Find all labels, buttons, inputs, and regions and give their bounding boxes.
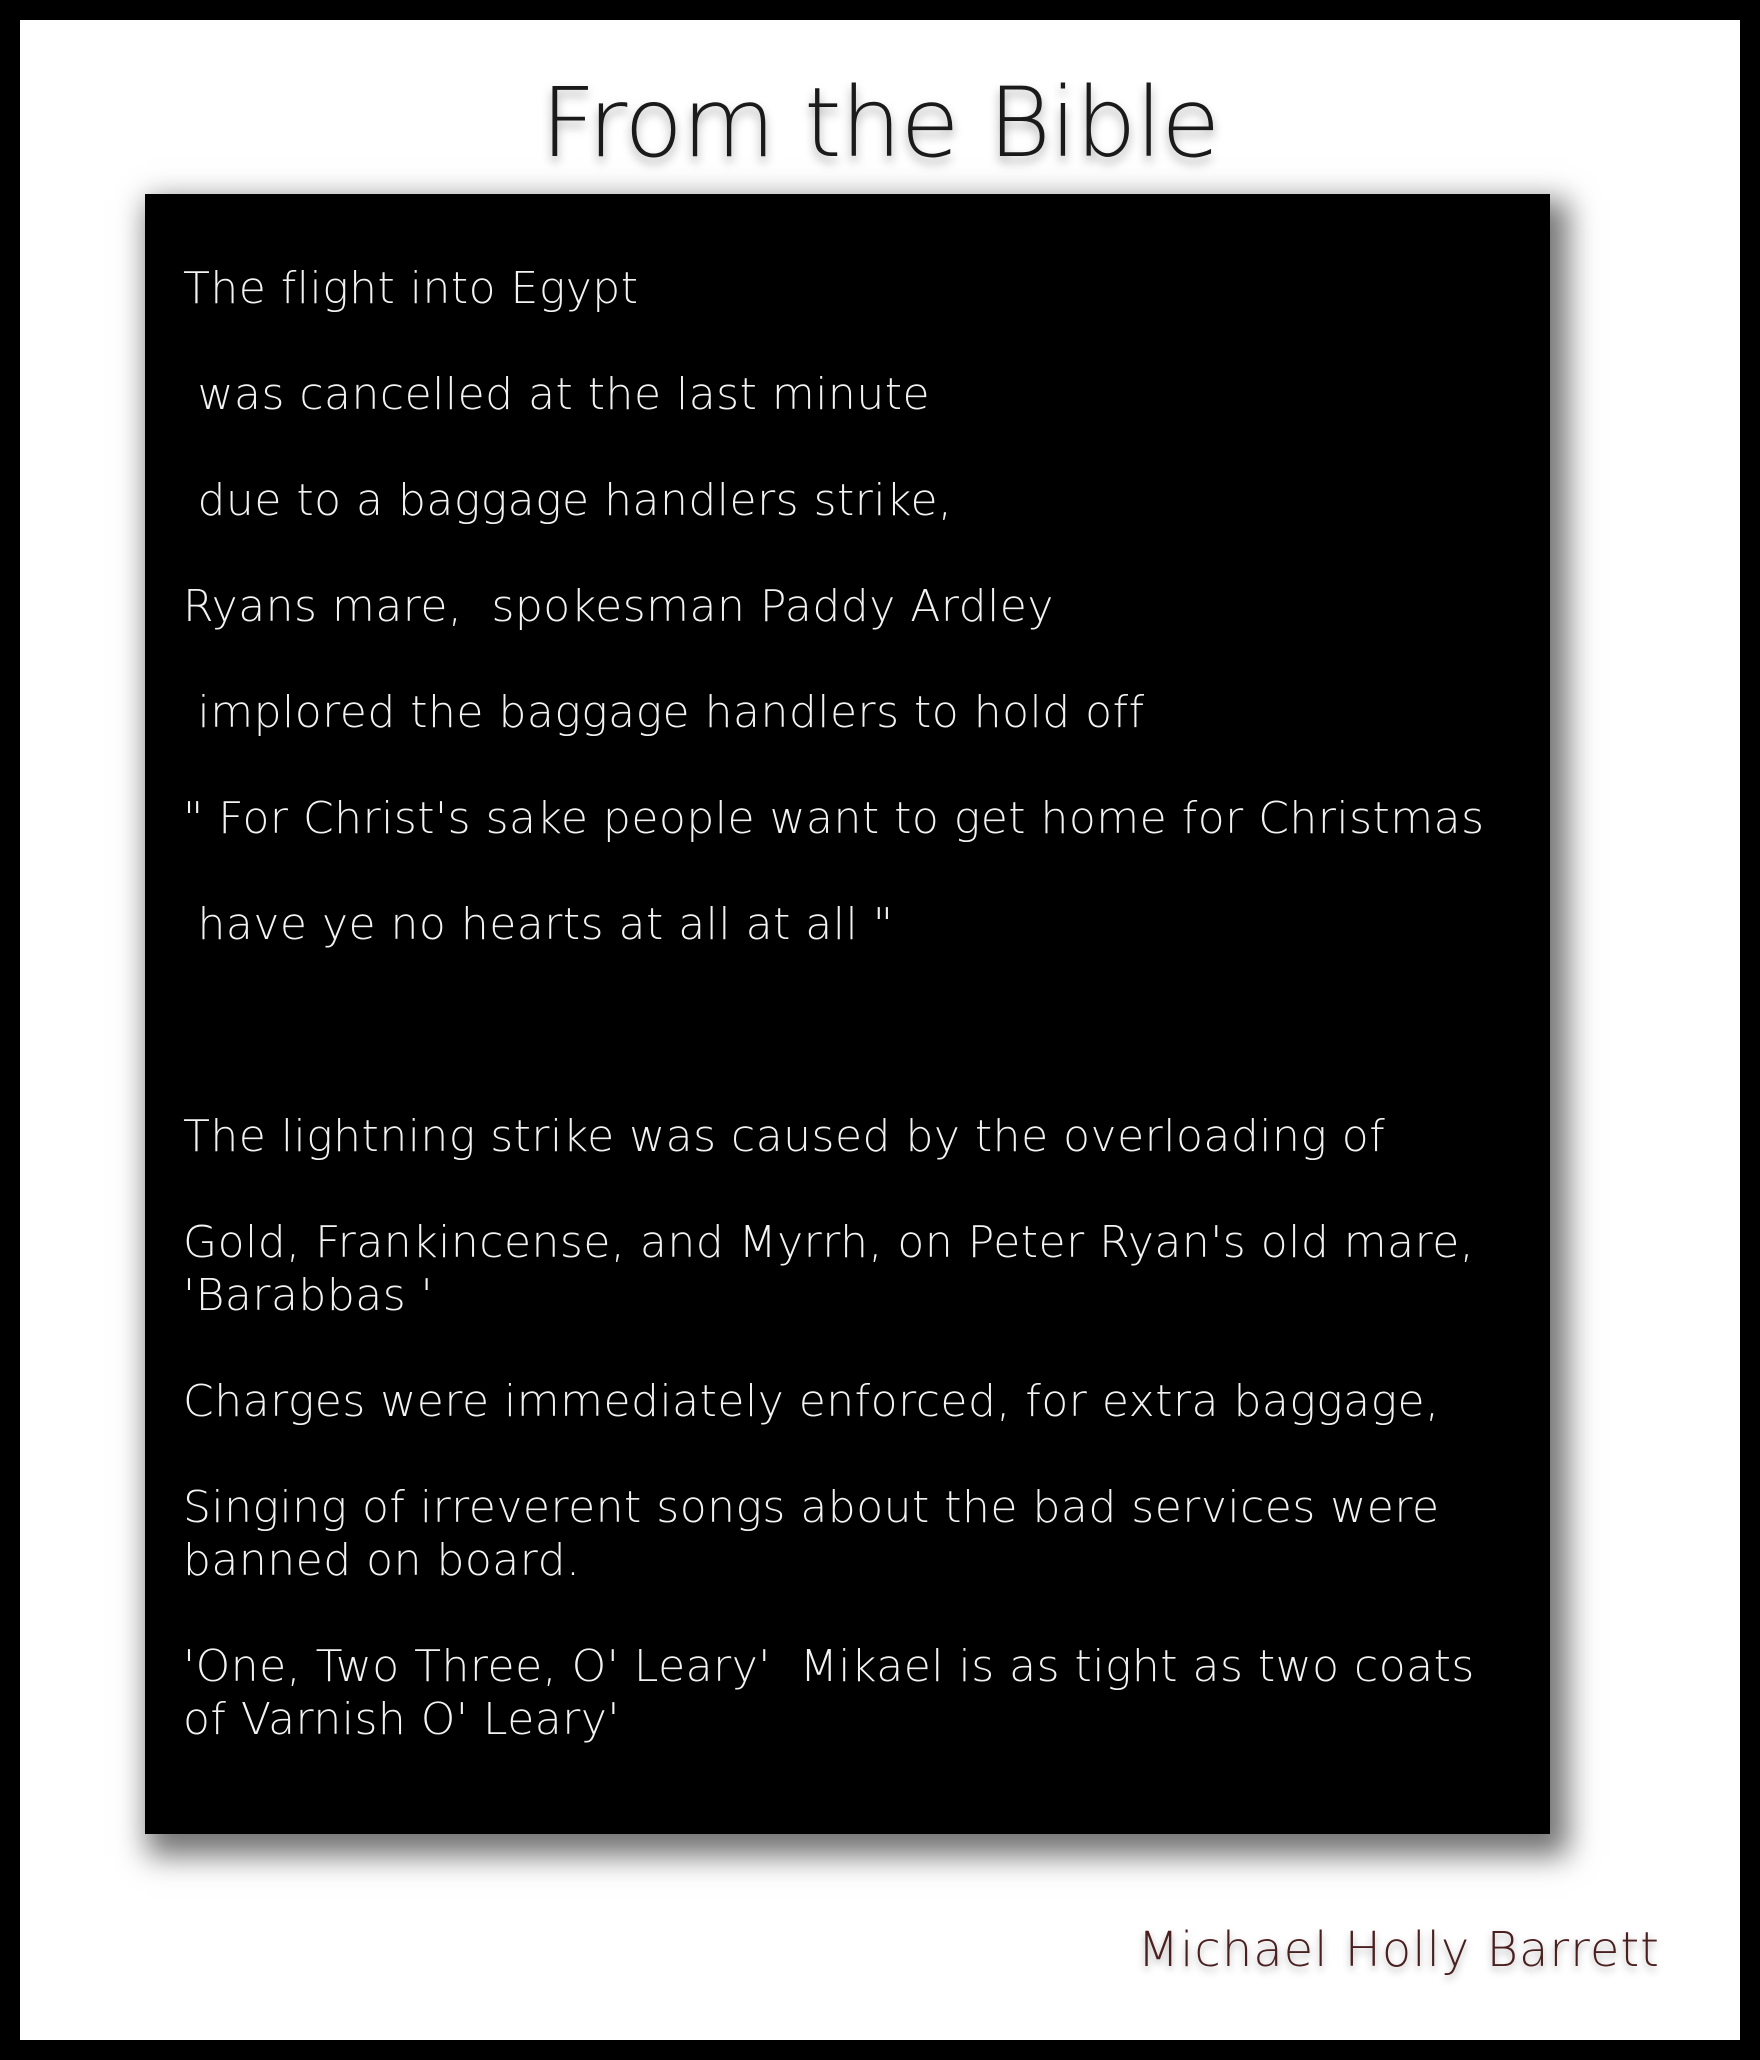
poem-line: Singing of irreverent songs about the bad services were banned on board. [183,1482,1455,1586]
poem-line: Charges were immediately enforced, for extra baggage, [183,1376,1440,1427]
poem-title: From the Bible [540,67,1220,179]
poem-line: 'One, Two Three, O' Leary' Mikael is as tight as two coats of Varnish O' Leary' [183,1641,1490,1745]
poem-line: The flight into Egypt [183,263,639,314]
poem-line: was cancelled at the last minute [183,369,931,420]
poem-line: due to a baggage handlers strike, [183,475,953,526]
poem-panel [145,194,1550,1834]
poem-line: have ye no hearts at all at all " [183,899,894,950]
poem-line: " For Christ's sake people want to get home for Christmas [183,793,1485,844]
stanza-gap [183,1004,1530,1110]
poem-line: implored the baggage handlers to hold off [183,687,1145,738]
poem-line: Gold, Frankincense, and Myrrh, on Peter Ryan's old mare, 'Barabbas ' [183,1217,1489,1321]
poem-line: Ryans mare, spokesman Paddy Ardley [183,581,1054,632]
poem-line: The lightning strike was caused by the overloading of [183,1111,1386,1162]
author-signature: Michael Holly Barrett [1137,1922,1660,1978]
